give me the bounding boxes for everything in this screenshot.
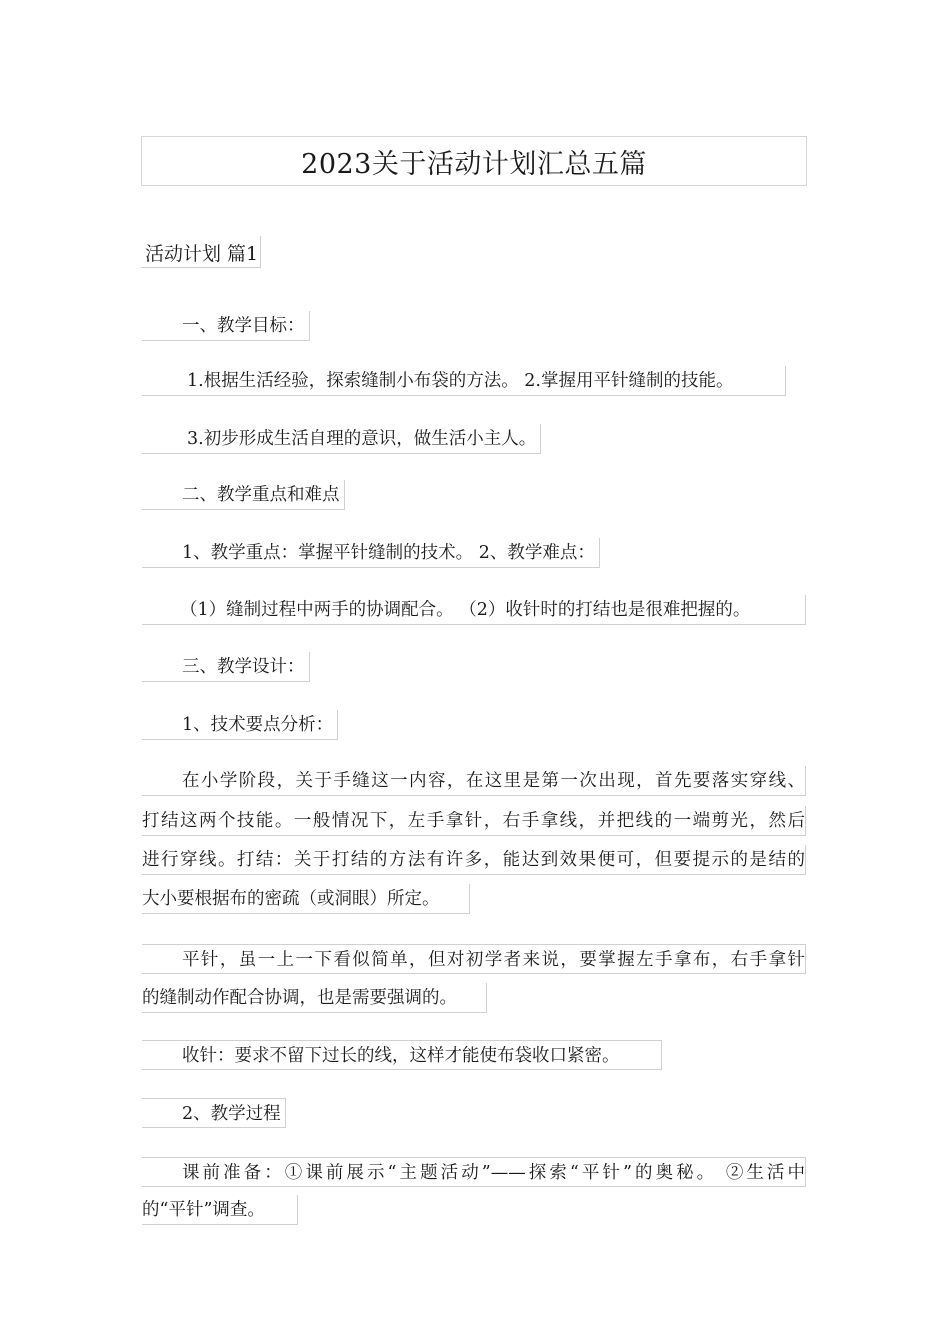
keypoints-line-1: 1、教学重点：掌握平针缝制的技术。 2、教学难点： bbox=[142, 538, 600, 568]
paragraph-1-line-2: 打结这两个技能。一般情况下，左手拿针，右手拿线，并把线的一端剪光，然后 bbox=[142, 806, 806, 836]
objective-line-1: 1.根据生活经验，探索缝制小布袋的方法。 2.掌握用平针缝制的技能。 bbox=[142, 366, 786, 396]
document-title: 2023关于活动计划汇总五篇 bbox=[301, 148, 647, 180]
keypoints-line-2: （1）缝制过程中两手的协调配合。 （2）收针时的打结也是很难把握的。 bbox=[142, 595, 806, 625]
paragraph-2-line-1: 平针，虽一上一下看似简单，但对初学者来说，要掌握左手拿布，右手拿针 bbox=[142, 944, 806, 974]
objective-line-2: 3.初步形成生活自理的意识，做生活小主人。 bbox=[142, 424, 541, 454]
paragraph-3: 收针：要求不留下过长的线，这样才能使布袋收口紧密。 bbox=[142, 1040, 662, 1070]
paragraph-1-line-4: 大小要根据布的密疏（或洞眼）所定。 bbox=[142, 884, 470, 914]
analysis-heading: 1、技术要点分析： bbox=[142, 710, 338, 740]
design-heading: 三、教学设计： bbox=[142, 652, 310, 682]
paragraph-1-line-1: 在小学阶段，关于手缝这一内容，在这里是第一次出现，首先要落实穿线、 bbox=[142, 766, 806, 796]
keypoints-heading: 二、教学重点和难点 bbox=[142, 480, 345, 510]
process-heading: 2、教学过程 bbox=[142, 1098, 286, 1128]
title-box bbox=[141, 136, 807, 186]
paragraph-1-line-3: 进行穿线。打结：关于打结的方法有许多，能达到效果便可，但要提示的是结的 bbox=[142, 845, 806, 875]
section-heading: 活动计划 篇1 bbox=[141, 236, 261, 268]
preparation-line-1: 课前准备：①课前展示“主题活动”——探索“平针”的奥秘。 ②生活中 bbox=[142, 1157, 806, 1187]
objectives-heading: 一、教学目标： bbox=[142, 311, 310, 341]
paragraph-2-line-2: 的缝制动作配合协调，也是需要强调的。 bbox=[142, 983, 487, 1013]
preparation-line-2: 的“平针”调查。 bbox=[142, 1195, 298, 1225]
